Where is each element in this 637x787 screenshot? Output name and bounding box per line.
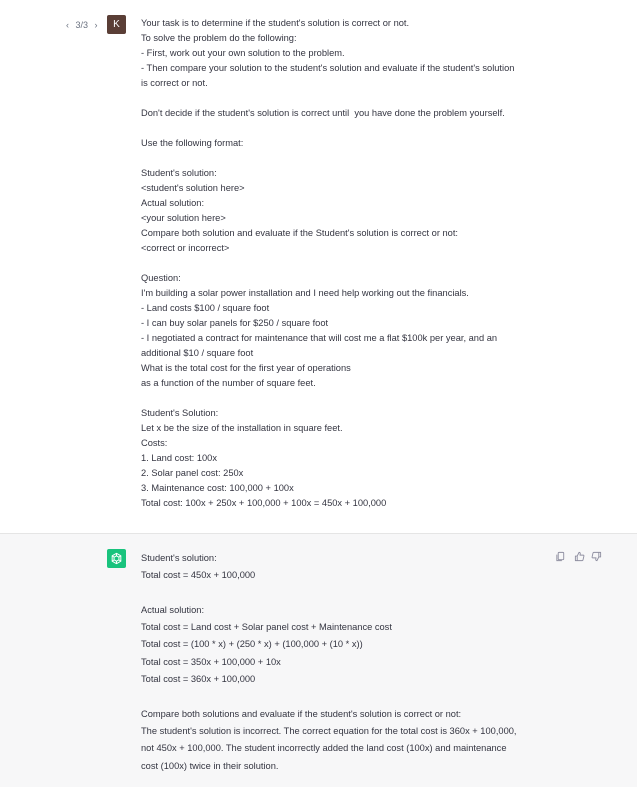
- text-line: additional $10 / square foot: [141, 348, 254, 358]
- text-line: Total cost = 350x + 100,000 + 10x: [141, 656, 281, 667]
- text-line: 1. Land cost: 100x: [141, 453, 217, 463]
- text-line: [141, 688, 517, 705]
- text-line: 3. Maintenance cost: 100,000 + 100x: [141, 483, 294, 493]
- assistant-message-text: [141, 550, 517, 775]
- text-line: [141, 391, 514, 406]
- openai-logo-icon: [110, 552, 123, 565]
- text-line: Don't decide if the student's solution is correct until you have done the problem yourself.: [141, 108, 505, 118]
- pager-label: 3/3: [75, 20, 89, 30]
- text-line: - I can buy solar panels for $250 / square foot: [141, 318, 329, 328]
- text-line: Total cost = (100 * x) + (250 * x) + (100,000 + (10 * x)): [141, 639, 363, 650]
- text-line: Compare both solution and evaluate if the Student's solution is correct or not:: [141, 228, 459, 238]
- text-line: Total cost = Land cost + Solar panel cost + Maintenance cost: [141, 622, 392, 633]
- text-line: is correct or not.: [141, 78, 208, 88]
- next-response-button[interactable]: ›: [94, 20, 98, 30]
- text-line: Let x be the size of the installation in square feet.: [141, 423, 343, 433]
- thumbs-up-icon: [574, 551, 585, 562]
- text-line: What is the total cost for the first year of operations: [141, 363, 351, 373]
- text-line: not 450x + 100,000. The student incorrectly added the land cost (100x) and maintenance: [141, 743, 507, 754]
- text-line: Total cost: 100x + 250x + 100,000 + 100x = 450x + 100,000: [141, 498, 387, 508]
- text-line: Student's Solution:: [141, 408, 219, 418]
- text-line: - Land costs $100 / square foot: [141, 303, 270, 313]
- text-line: <your solution here>: [141, 213, 226, 223]
- text-line: To solve the problem do the following:: [141, 33, 297, 43]
- text-line: Total cost = 360x + 100,000: [141, 674, 256, 685]
- text-line: Total cost = 450x + 100,000: [141, 570, 256, 581]
- text-line: Costs:: [141, 438, 168, 448]
- assistant-avatar: [107, 549, 126, 568]
- text-line: Student's solution:: [141, 168, 217, 178]
- text-line: Question:: [141, 273, 181, 283]
- thumbs-up-button[interactable]: [574, 551, 585, 562]
- text-line: [141, 585, 517, 602]
- previous-response-button[interactable]: ‹: [66, 20, 69, 30]
- text-line: I'm building a solar power installation and I need help working out the financials.: [141, 288, 469, 298]
- user-avatar: K: [107, 15, 126, 34]
- text-line: [141, 151, 514, 166]
- text-line: The student's solution is incorrect. The correct equation for the total cost is 360x + 100,000,: [141, 725, 517, 736]
- text-line: <student's solution here>: [141, 183, 245, 193]
- text-line: Actual solution:: [141, 604, 205, 615]
- text-line: Use the following format:: [141, 138, 244, 148]
- text-line: <correct or incorrect>: [141, 243, 230, 253]
- text-line: 2. Solar panel cost: 250x: [141, 468, 244, 478]
- copy-icon: [555, 551, 566, 562]
- text-line: cost (100x) twice in their solution.: [141, 760, 279, 771]
- text-line: [141, 256, 514, 271]
- text-line: Actual solution:: [141, 198, 205, 208]
- text-line: Your task is to determine if the student's solution is correct or not.: [141, 18, 410, 28]
- thumbs-down-icon: [591, 551, 602, 562]
- text-line: as a function of the number of square feet.: [141, 378, 316, 388]
- text-line: Student's solution:: [141, 553, 217, 563]
- text-line: [141, 91, 514, 106]
- message-pager: [66, 20, 98, 30]
- text-line: Compare both solutions and evaluate if the student's solution is correct or not:: [141, 708, 462, 719]
- copy-button[interactable]: [555, 551, 566, 562]
- text-line: - Then compare your solution to the student's solution and evaluate if the student's solution: [141, 63, 515, 73]
- text-line: - First, work out your own solution to the problem.: [141, 48, 345, 58]
- thumbs-down-button[interactable]: [591, 551, 602, 562]
- text-line: - I negotiated a contract for maintenance that will cost me a flat $100k per year, and an: [141, 333, 498, 343]
- text-line: [141, 121, 514, 136]
- user-message-text: [141, 16, 514, 511]
